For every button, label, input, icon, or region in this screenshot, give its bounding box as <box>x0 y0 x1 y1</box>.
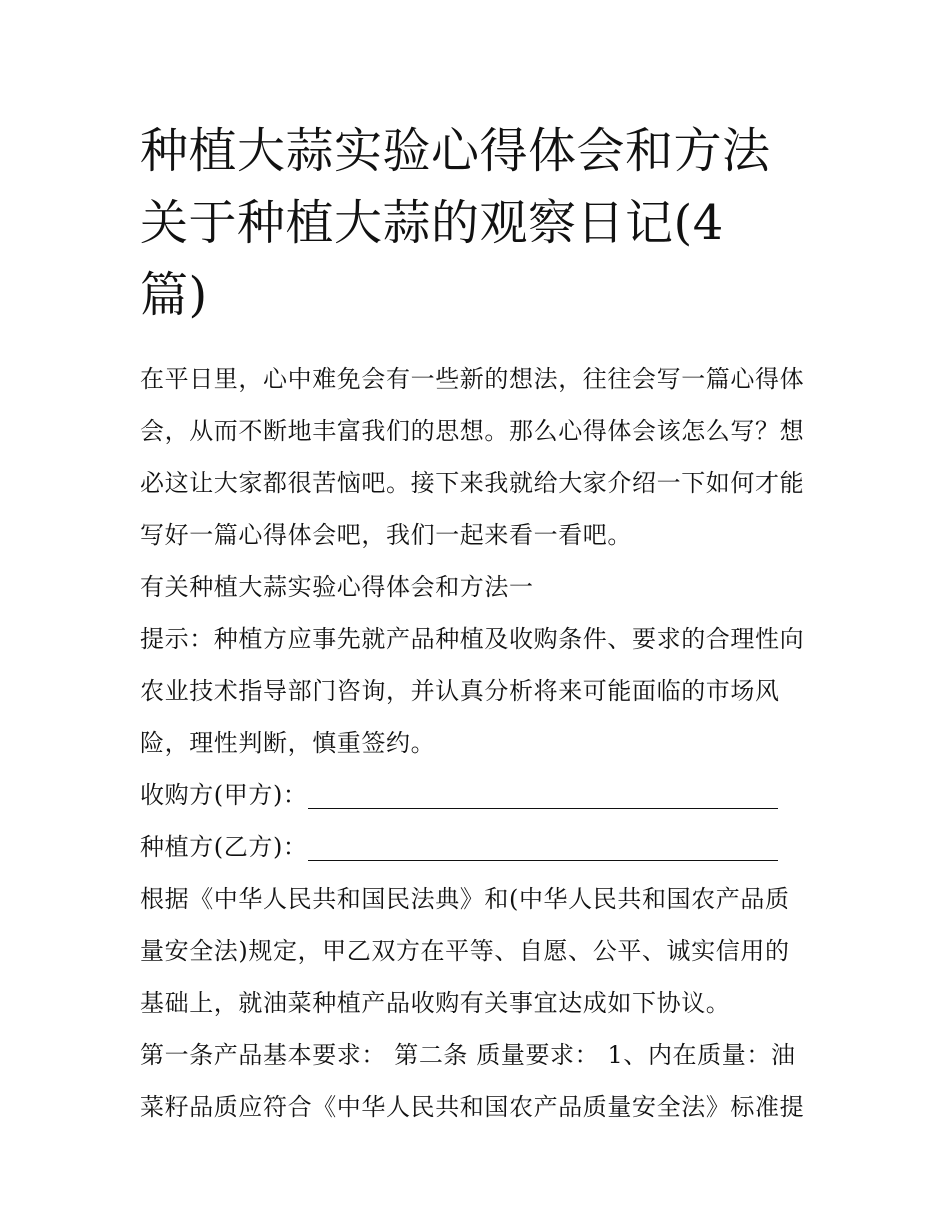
intro-line: 在平日里，心中难免会有一些新的想法，往往会写一篇心得体 <box>140 365 805 393</box>
intro-line: 必这让大家都很苦恼吧。接下来我就给大家介绍一下如何才能 <box>140 469 805 497</box>
basis-line: 基础上，就油菜种植产品收购有关事宜达成如下协议。 <box>140 989 731 1017</box>
party-a-blank <box>308 780 778 809</box>
article-line: 第一条产品基本要求： 第二条 质量要求： 1、内在质量：油 <box>140 1041 796 1069</box>
document-title <box>140 115 800 331</box>
section-heading: 有关种植大蒜实验心得体会和方法一 <box>140 573 534 601</box>
title-line: 关于种植大蒜的观察日记(4 <box>140 195 724 251</box>
intro-line: 会，从而不断地丰富我们的思想。那么心得体会该怎么写？想 <box>140 417 805 445</box>
party-b-label: 种植方(乙方)： <box>140 833 308 861</box>
party-b-field <box>140 821 820 873</box>
tip-line: 农业技术指导部门咨询，并认真分析将来可能面临的市场风 <box>140 677 780 705</box>
article-paragraph <box>140 1029 820 1133</box>
title-line: 种植大蒜实验心得体会和方法 <box>140 123 771 179</box>
tip-line: 险，理性判断，慎重签约。 <box>140 729 436 757</box>
party-a-field <box>140 769 820 821</box>
intro-line: 写好一篇心得体会吧，我们一起来看一看吧。 <box>140 521 632 549</box>
tip-line: 提示：种植方应事先就产品种植及收购条件、要求的合理性向 <box>140 625 805 653</box>
document-body <box>140 353 820 1133</box>
article-line: 菜籽品质应符合《中华人民共和国农产品质量安全法》标准提 <box>140 1093 805 1121</box>
basis-paragraph <box>140 873 820 1029</box>
tip-paragraph <box>140 613 820 769</box>
basis-line: 量安全法)规定，甲乙双方在平等、自愿、公平、诚实信用的 <box>140 937 790 965</box>
title-line: 篇) <box>140 267 208 323</box>
intro-paragraph <box>140 353 820 561</box>
basis-line: 根据《中华人民共和国民法典》和(中华人民共和国农产品质 <box>140 885 790 913</box>
party-b-blank <box>308 832 778 861</box>
party-a-label: 收购方(甲方)： <box>140 781 308 809</box>
document-page <box>140 115 820 1133</box>
